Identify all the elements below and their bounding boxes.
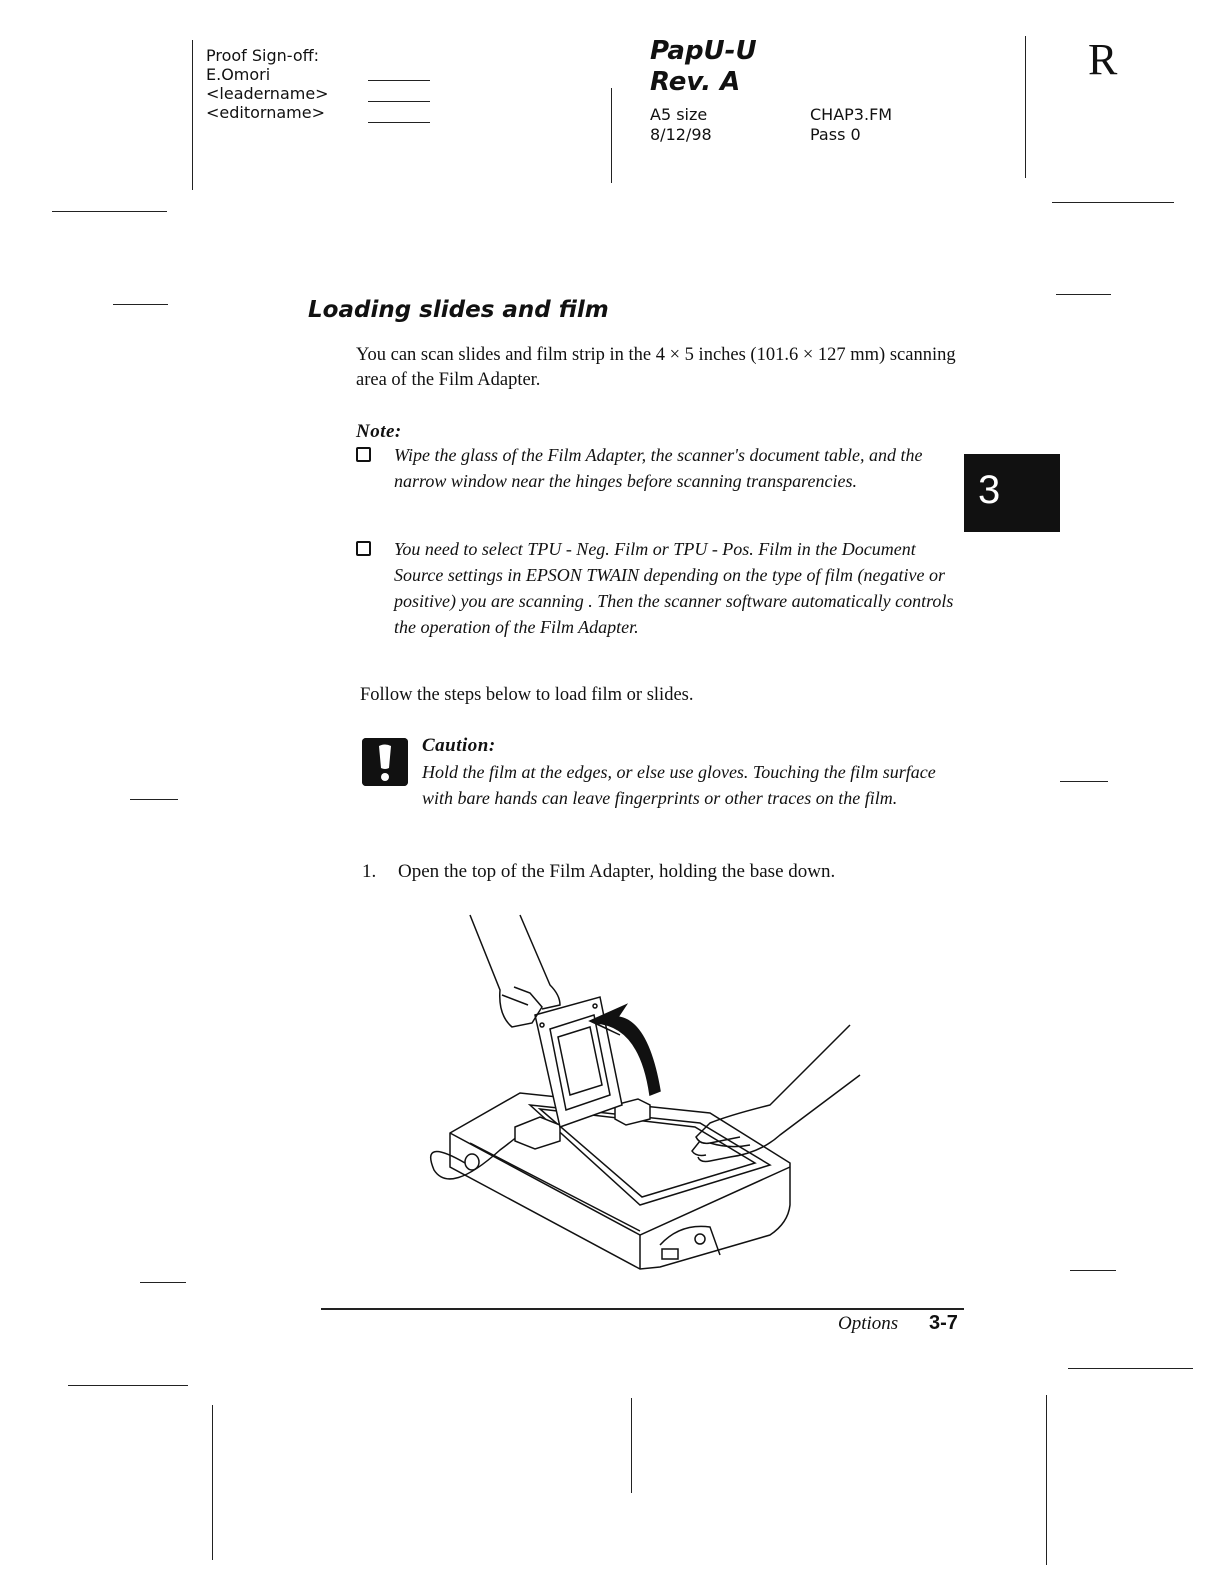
intro-paragraph: You can scan slides and film strip in the 4 × 5 inches (101.6 × 127 mm) scanning area of the Film Adapter. [356, 345, 956, 390]
signature-line [368, 122, 430, 123]
document-date: 8/12/98 [650, 125, 712, 144]
checkbox-bullet-icon [356, 541, 371, 556]
crop-mark [1025, 36, 1026, 178]
crop-mark [52, 211, 167, 212]
document-id: PapU-U [650, 36, 757, 66]
caution-text: Hold the film at the edges, or else use gloves. Touching the film surface with bare hands can leave fingerprints or other traces on the film. [422, 762, 936, 808]
note-heading: Note: [356, 421, 402, 442]
footer-section-name: Options [838, 1313, 899, 1334]
note-text: You need to select TPU - Neg. Film or TPU - Pos. Film in the Document Source settings in EPSON TWAIN depending on the type of film (negative or positive) you are scanning . Then the scanner software automatically controls the operation of the Film Adapter. [394, 539, 954, 637]
caution-heading: Caution: [422, 735, 496, 756]
checkbox-bullet-icon [356, 447, 371, 462]
step-item [362, 861, 835, 883]
crop-mark [113, 304, 168, 305]
crop-mark [631, 1398, 632, 1493]
note-text: Wipe the glass of the Film Adapter, the scanner's document table, and the narrow window near the hinges before scanning transparencies. [394, 445, 923, 491]
crop-mark [1052, 202, 1174, 203]
footer-rule [321, 1308, 964, 1310]
crop-mark [1060, 781, 1108, 782]
page-number: 3-7 [929, 1312, 958, 1334]
crop-mark [68, 1385, 188, 1386]
document-revision: Rev. A [650, 67, 741, 97]
document-code [650, 36, 757, 98]
follow-paragraph: Follow the steps below to load film or slides. [360, 685, 694, 705]
signature-line [368, 101, 430, 102]
document-pass: Pass 0 [810, 125, 861, 144]
section-title: Loading slides and film [308, 297, 609, 323]
chapter-tab [964, 454, 1060, 532]
step-text: Open the top of the Film Adapter, holding the base down. [398, 861, 836, 882]
note-item [356, 442, 956, 522]
crop-mark [1056, 294, 1111, 295]
film-adapter-illustration [410, 905, 870, 1275]
signature-line [368, 80, 430, 81]
chapter-number: 3 [978, 468, 1001, 512]
proof-name: <leadername> [206, 84, 329, 103]
proof-name: E.Omori [206, 65, 271, 84]
crop-mark [1070, 1270, 1116, 1271]
document-file: CHAP3.FM [810, 105, 893, 124]
proof-signoff-block [206, 46, 329, 122]
right-page-mark: R [1088, 35, 1118, 84]
crop-mark [192, 40, 193, 190]
crop-mark [130, 799, 178, 800]
step-number: 1. [362, 861, 377, 882]
proof-name: <editorname> [206, 103, 325, 122]
note-item [356, 536, 956, 666]
caution-icon [362, 738, 408, 786]
crop-mark [140, 1282, 186, 1283]
crop-mark [1068, 1368, 1193, 1369]
crop-mark [611, 88, 612, 183]
proof-signoff-label: Proof Sign-off: [206, 46, 320, 65]
crop-mark [212, 1405, 213, 1560]
document-size: A5 size [650, 105, 708, 124]
crop-mark [1046, 1395, 1047, 1565]
